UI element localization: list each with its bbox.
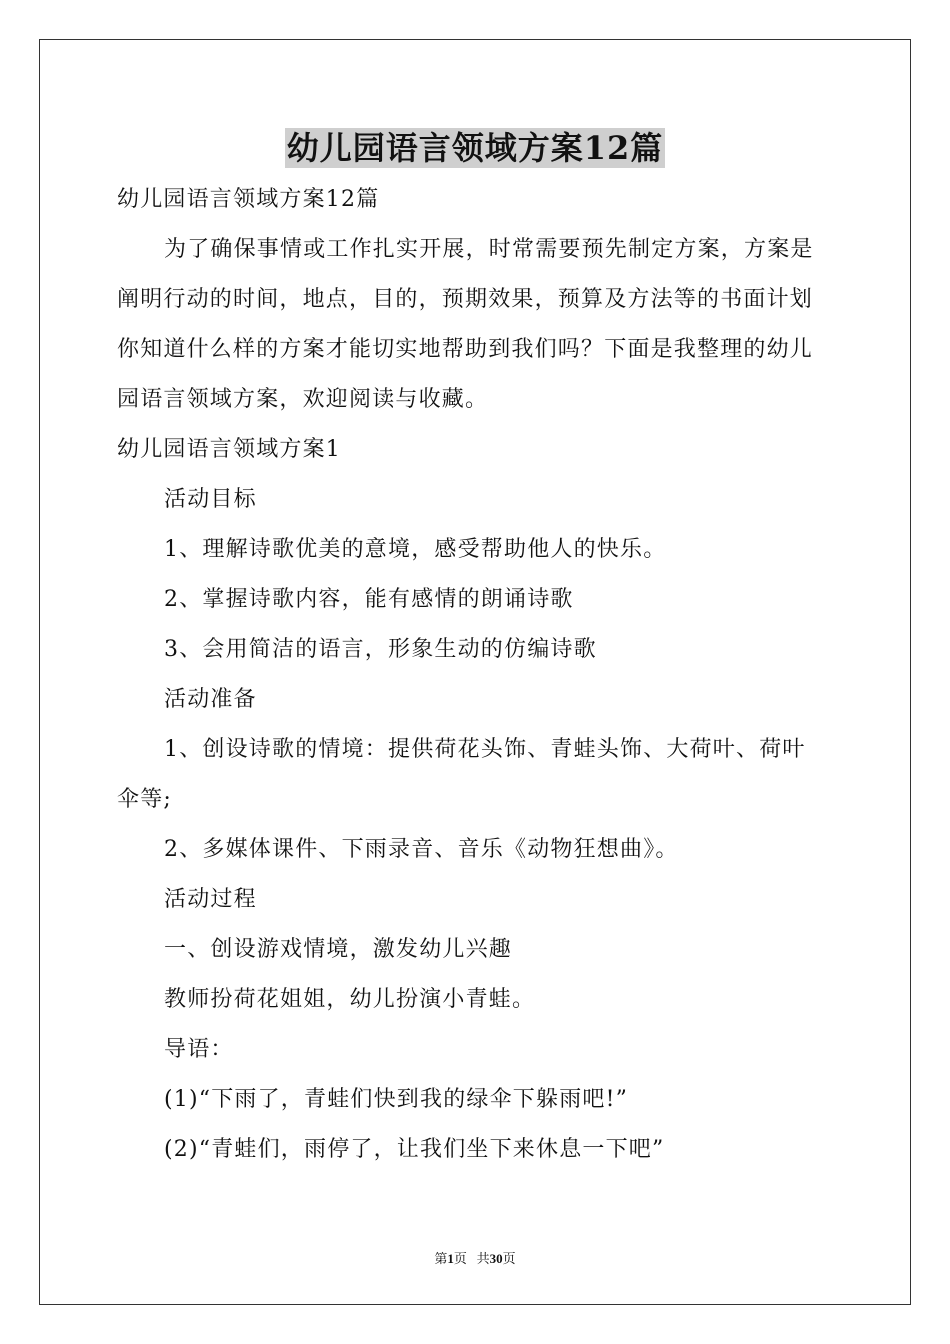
document-title: 幼儿园语言领域方案12篇: [286, 129, 664, 167]
total-pages: 30: [489, 1251, 503, 1266]
title-container: [0, 128, 950, 168]
total-suffix: 页: [502, 1251, 516, 1266]
list-item: 1、理解诗歌优美的意境，感受帮助他人的快乐。: [164, 537, 667, 562]
subtitle-line: 幼儿园语言领域方案12篇: [117, 187, 380, 212]
list-item: 2、掌握诗歌内容，能有感情的朗诵诗歌: [164, 587, 574, 612]
page-footer: [0, 1248, 950, 1267]
paragraph-line: (2)“青蛙们，雨停了，让我们坐下来休息一下吧”: [164, 1137, 665, 1162]
subheading: 活动准备: [164, 687, 257, 712]
list-item: 1、创设诗歌的情境：提供荷花头饰、青蛙头饰、大荷叶、荷叶: [164, 737, 806, 762]
page-prefix: 第: [434, 1251, 448, 1266]
list-item: 2、多媒体课件、下雨录音、音乐《动物狂想曲》。: [164, 837, 679, 862]
subheading: 活动目标: [164, 487, 257, 512]
paragraph-line: 教师扮荷花姐姐，幼儿扮演小青蛙。: [164, 987, 536, 1012]
paragraph-line: 为了确保事情或工作扎实开展，时常需要预先制定方案，方案是: [164, 237, 814, 262]
list-item-continuation: 伞等;: [117, 787, 173, 812]
paragraph-line: (1)“下雨了，青蛙们快到我的绿伞下躲雨吧!”: [164, 1087, 629, 1112]
subheading: 活动过程: [164, 887, 257, 912]
section-heading: 幼儿园语言领域方案1: [117, 437, 341, 462]
document-body: [117, 175, 833, 1175]
list-item: 3、会用简洁的语言，形象生动的仿编诗歌: [164, 637, 597, 662]
paragraph-line: 一、创设游戏情境，激发幼儿兴趣: [164, 937, 513, 962]
total-prefix: 共: [476, 1251, 490, 1266]
paragraph-line: 阐明行动的时间，地点，目的，预期效果，预算及方法等的书面计划: [117, 287, 814, 312]
paragraph-line: 园语言领域方案，欢迎阅读与收藏。: [117, 387, 489, 412]
page-number: 1: [447, 1251, 454, 1266]
paragraph-line: 导语：: [164, 1037, 234, 1062]
paragraph-line: 你知道什么样的方案才能切实地帮助到我们吗？下面是我整理的幼儿: [117, 337, 814, 362]
page-suffix: 页: [453, 1251, 467, 1266]
